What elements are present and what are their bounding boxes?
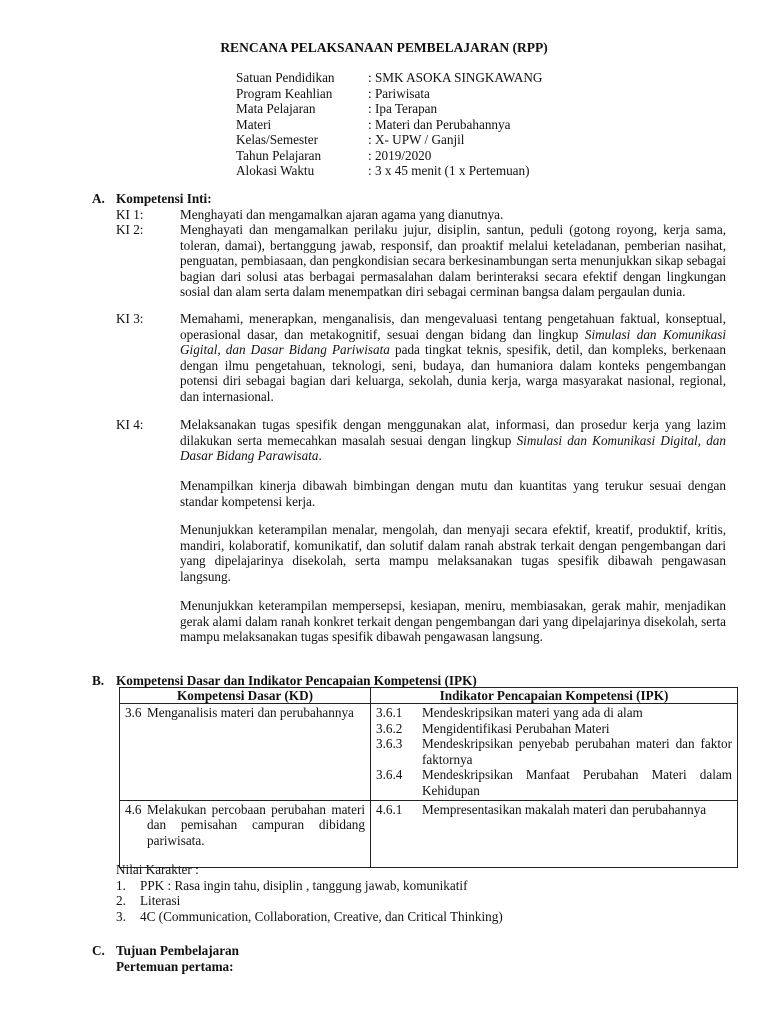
table-row [120,800,738,867]
identity-key: Tahun Pelajaran [236,147,322,163]
identity-row [236,86,542,102]
ki-2-label: KI 2: [116,222,144,237]
ki-4-text [180,417,726,464]
list-number: 3. [116,908,126,924]
ipk-number: 3.6.1 [376,705,403,720]
identity-value: : SMK ASOKA SINGKAWANG [368,70,543,85]
table-row [120,704,738,801]
ki-4-label: KI 4: [116,417,144,432]
section-c-subtitle: Pertemuan pertama: [116,959,234,974]
identity-block [236,70,542,179]
ipk-text: Mendeskripsikan materi yang ada di alam [422,705,643,720]
header-ipk: Indikator Pencapaian Kompetensi (IPK) [371,688,738,704]
identity-value: : Materi dan Perubahannya [368,116,511,132]
table-header-row [120,688,738,704]
list-item [116,909,503,925]
ipk-cell [371,800,738,867]
identity-key: Kelas/Semester [236,132,319,147]
ipk-item [376,705,732,721]
nilai-karakter [116,862,503,924]
ki-4-paragraph: Menunjukkan keterampilan mempersepsi, kesiapan, meniru, membiasakan, gerak mahir, menjadikan gerak alami dalam ranah konkret terkait dengan pengembangan dari yang dipelajarinya disekolah, serta mampu melaksanakan tugas spesifik dibawah pengawasan langsung. [180,598,726,645]
identity-value: : Pariwisata [368,85,430,101]
ki-3 [116,311,726,405]
ki-4-paragraph: Menunjukkan keterampilan menalar, mengolah, dan menyaji secara efektif, kreatif, produktif, kritis, mandiri, kolaboratif, komunikatif, dan solutif dalam ranah abstrak terkait dengan pengembangan dari yang dipelajarinya disekolah, serta mampu melaksanakan tugas spesifik dibawah pengawasan langsung. [180,522,726,584]
list-item [116,878,503,894]
nilai-title: Nilai Karakter : [116,862,199,877]
list-item [116,893,503,909]
ipk-text: Mendeskripsikan Manfaat Perubahan Materi dalam Kehidupan [422,767,732,798]
header-kd: Kompetensi Dasar (KD) [120,688,371,704]
ipk-text: Mengidentifikasi Perubahan Materi [422,720,610,736]
ki-4 [116,417,726,464]
section-a-title: Kompetensi Inti: [116,191,212,206]
ipk-cell [371,704,738,801]
ipk-text: Mendeskripsikan penyebab perubahan materi dan faktor faktornya [422,736,732,767]
ki-4-paragraph: Menampilkan kinerja dibawah bimbingan dengan mutu dan kuantitas yang terukur sesuai dengan standar kompetensi kerja. [180,478,726,509]
list-number: 1. [116,877,126,893]
ipk-item [376,767,732,798]
ki-2-text: Menghayati dan mengamalkan perilaku jujur, disiplin, santun, peduli (gotong royong, kerja sama, toleran, damai), bertanggung jawab, responsif, dan proaktif melalui keteladanan, pemberian nasihat, penguatan, pembiasaan, dan pengkondisian secara berkesinambungan serta menunjukkan sikap sebagai bagian dari solusi atas berbagai permasalahan dalam berinteraksi secara efektif dengan lingkungan sosial dan alam serta dalam menempatkan diri sebagai cerminan bangsa dalam pergaulan dunia. [180,222,726,300]
kd-number: 3.6 [125,705,142,720]
identity-value: : Ipa Terapan [368,101,438,116]
ipk-item [376,736,732,767]
identity-row [236,70,542,86]
ki-1 [116,207,726,223]
identity-key: Program Keahlian [236,85,333,101]
section-c-title: Tujuan Pembelajaran [116,943,239,958]
section-c-letter: C. [92,943,105,958]
list-text: Literasi [140,893,181,909]
ipk-number: 4.6.1 [376,801,403,817]
identity-row [236,117,542,133]
identity-row [236,163,542,179]
identity-value: : 2019/2020 [368,147,432,163]
document-title: RENCANA PELAKSANAAN PEMBELAJARAN (RPP) [220,40,548,55]
ipk-item [376,721,732,737]
ipk-number: 3.6.2 [376,720,403,736]
ipk-item [376,802,732,818]
ki-4-text-part: Melaksanakan tugas spesifik dengan menggunakan alat, informasi, dan prosedur kerja yang lazim dilakukan serta memecahkan masalah sesuai dengan lingkup [180,417,726,448]
section-a-letter: A. [92,191,105,206]
ki-3-label: KI 3: [116,311,144,326]
ki-3-text [180,311,726,405]
kd-text: Melakukan percobaan perubahan materi dan pemisahan campuran dibidang pariwisata. [147,801,365,848]
section-c-heading [92,943,239,959]
ki-1-label: KI 1: [116,207,144,222]
section-b-title: Kompetensi Dasar dan Indikator Pencapaian Kompetensi (IPK) [116,673,477,688]
ki-1-text: Menghayati dan mengamalkan ajaran agama yang dianutnya. [180,207,504,222]
section-b-letter: B. [92,673,105,688]
ipk-number: 3.6.3 [376,736,403,752]
identity-key: Satuan Pendidikan [236,70,335,85]
identity-key: Mata Pelajaran [236,101,316,116]
list-number: 2. [116,893,126,909]
ki-4-text-italic: Simulasi dan Komunikasi Digital, dan Dasar Bidang Parawisata [180,432,726,464]
kd-text: Menganalisis materi dan perubahannya [147,705,354,720]
kd-item [125,802,365,849]
kd-cell [120,704,371,801]
ipk-text: Mempresentasikan makalah materi dan perubahannya [422,801,707,817]
ki-3-text-part: Memahami, menerapkan, menganalisis, dan mengevaluasi tentang pengetahuan faktual, konseptual, operasional dasar, dan metakognitif, sesuai dengan bidang dan lingkup [180,311,726,342]
identity-row [236,132,542,148]
identity-value: : 3 x 45 menit (1 x Pertemuan) [368,163,530,178]
identity-value: : X- UPW / Ganjil [368,132,465,147]
list-text: PPK : Rasa ingin tahu, disiplin , tanggung jawab, komunikatif [140,877,468,893]
section-a-heading [92,191,212,207]
list-text: 4C (Communication, Collaboration, Creative, dan Critical Thinking) [140,908,503,924]
kd-ipk-table [119,687,738,868]
identity-key: Alokasi Waktu [236,163,315,178]
ki-2 [116,222,726,300]
ki-4-text-part: . [318,448,322,464]
kd-number: 4.6 [125,801,142,817]
ki-3-text-part: pada tingkat teknis, spesifik, detil, dan kompleks, berkenaan dengan ilmu pengetahuan, teknologi, seni, budaya, dan humaniora dalam konteks pengembangan potensi diri sebagai bagian dari keluarga, sekolah, dunia kerja, warga masyarakat nasional, regional, dan internasional. [180,342,726,404]
kd-cell [120,800,371,867]
ki-3-text-italic: Simulasi dan Komunikasi Gigital, dan Dasar Bidang Pariwisata [180,326,726,358]
kd-item [125,705,365,721]
identity-key: Materi [236,116,272,132]
identity-row [236,148,542,164]
identity-row [236,101,542,117]
ipk-number: 3.6.4 [376,767,403,783]
